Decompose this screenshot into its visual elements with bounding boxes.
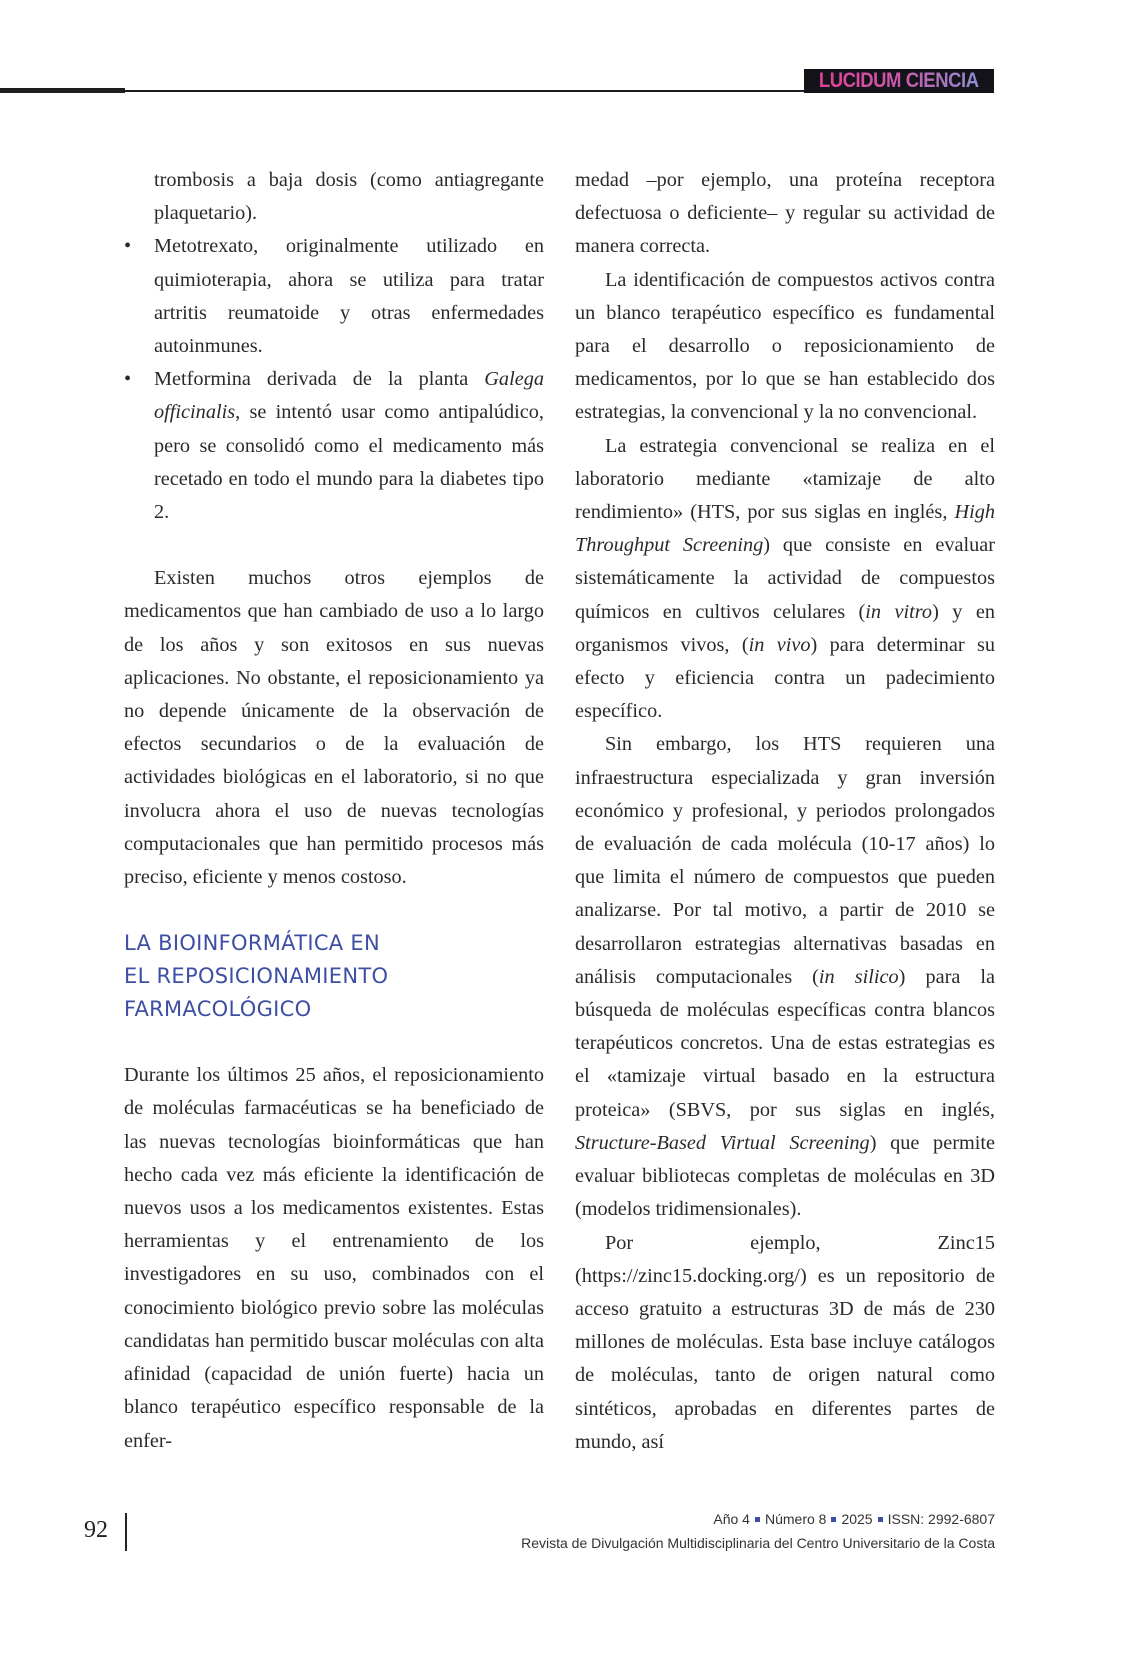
left-column: [124, 164, 544, 1458]
list-item-text: Metformina derivada de la planta Galega officinalis, se intentó usar como antipalúdico, pero se consolidó como el medicamento más recetado en todo el mundo para la diabetes tipo 2.: [154, 368, 544, 524]
list-item: [124, 230, 544, 363]
species-name: Galega officinalis: [154, 368, 544, 424]
header-rule-thick: [0, 88, 125, 93]
issue-info: Año 4 Número 8 2025 ISSN: 2992-6807: [713, 1511, 995, 1527]
body-paragraph: Existen muchos otros ejemplos de medicamentos que han cambiado de uso a lo largo de los años y son exitosos en sus nuevas aplicaciones. No obstante, el reposicionamiento ya no depende únicamente de la observación de efectos secundarios o de la evaluación de actividades biológicas en el laboratorio, si no que involucra ahora el uso de nuevas tecnologías computacionales que han permitido procesos más preciso, eficiente y menos costoso.: [124, 567, 544, 889]
separator-square-icon: [878, 1517, 883, 1522]
section-heading: LA BIOINFORMÁTICA EN EL REPOSICIONAMIENTO FARMACOLÓGICO: [124, 931, 389, 1022]
bullet-icon: •: [124, 368, 132, 391]
page-number-divider: [125, 1513, 127, 1551]
list-item: [124, 363, 544, 529]
journal-logo-text: LUCIDUM CIENCIA: [819, 69, 979, 92]
header-rule: [125, 90, 805, 92]
journal-name: Revista de Divulgación Multidisciplinaria del Centro Universitario de la Costa: [521, 1535, 995, 1551]
body-paragraph: medad –por ejemplo, una proteína receptora defectuosa o deficiente– y regular su actividad de manera correcta.: [575, 169, 995, 258]
right-column: [575, 164, 995, 1459]
journal-logo: [804, 69, 994, 93]
list-item-text: Metotrexato, originalmente utilizado en quimioterapia, ahora se utiliza para tratar artritis reumatoide y otras enfermedades autoinmunes.: [154, 235, 544, 358]
page-number: 92: [84, 1517, 108, 1543]
body-paragraph: La identificación de compuestos activos contra un blanco terapéutico específico es fundamental para el desarrollo o reposicionamiento de medicamentos, por lo que se han establecido dos estrategias, la convencional y la no convencional.: [575, 268, 995, 424]
body-paragraph: Durante los últimos 25 años, el reposicionamiento de moléculas farmacéuticas se ha beneficiado de las nuevas tecnologías bioinformáticas que han hecho cada vez más eficiente la identificación de nuevos usos a los medicamentos existentes. Estas herramientas y el entrenamiento de los investigadores en su uso, combinados con el conocimiento biológico previo sobre las moléculas candidatas han permitido buscar moléculas con alta afinidad (capacidad de unión fuerte) hacia un blanco terapéutico específico responsable de la enfer-: [124, 1064, 544, 1452]
separator-square-icon: [755, 1517, 760, 1522]
body-paragraph: Sin embargo, los HTS requieren una infraestructura especializada y gran inversión económico y profesional, y periodos prolongados de evaluación de cada molécula (10-17 años) lo que limita el número de compuestos que pueden analizarse. Por tal motivo, a partir de 2010 se desarrollaron estrategias alternativas basadas en análisis computacionales (in silico) para la búsqueda de moléculas específicas contra blancos terapéuticos concretos. Una de estas estrategias es el «tamizaje virtual basado en la estructura proteica» (SBVS, por sus siglas en inglés, Structure-Based Virtual Screening) que permite evaluar bibliotecas completas de moléculas en 3D (modelos tridimensionales).: [575, 733, 996, 1221]
body-paragraph: Por ejemplo, Zinc15 (https://zinc15.docking.org/) es un repositorio de acceso gratuito a estructuras 3D de más de 230 millones de moléculas. Esta base incluye catálogos de moléculas, tanto de origen natural como sintéticos, aprobadas en diferentes partes de mundo, así: [575, 1231, 995, 1453]
drug-list: [124, 230, 544, 529]
separator-square-icon: [831, 1517, 836, 1522]
bullet-continuation: trombosis a baja dosis (como antiagregante plaquetario).: [154, 169, 544, 225]
bullet-icon: •: [124, 235, 132, 258]
body-paragraph: La estrategia convencional se realiza en el laboratorio mediante «tamizaje de alto rendimiento» (HTS, por sus siglas en inglés, High Throughput Screening) que consiste en evaluar sistemáticamente la actividad de compuestos químicos en cultivos celulares (in vitro) y en organismos vivos, (in vivo) para determinar su efecto y eficiencia contra un padecimiento específico.: [575, 434, 996, 723]
